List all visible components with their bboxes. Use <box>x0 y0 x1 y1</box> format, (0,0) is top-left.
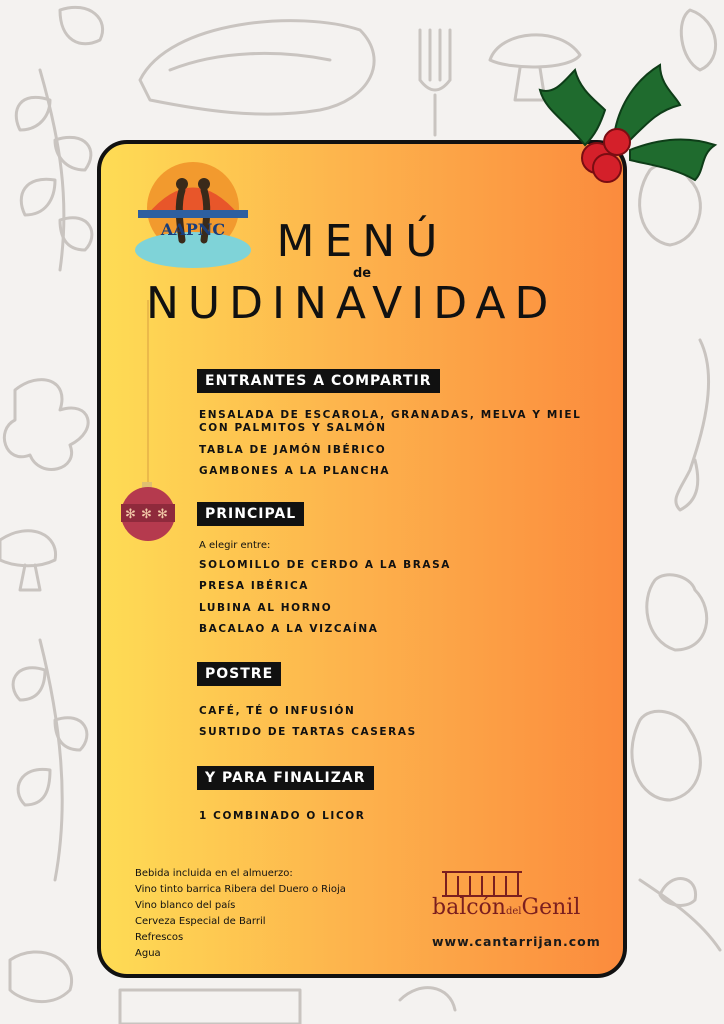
section-title-postre: POSTRE <box>197 662 281 686</box>
drink-item: Vino tinto barrica Ribera del Duero o Rioja <box>135 884 346 895</box>
drink-item: Refrescos <box>135 932 184 943</box>
section-title-entrantes: ENTRANTES A COMPARTIR <box>197 369 440 393</box>
title-bottom: NUDINAVIDAD <box>146 278 558 329</box>
title-connector: de <box>352 266 372 281</box>
brand-name <box>432 895 580 920</box>
brand-name-part2: del <box>505 906 522 917</box>
svg-text:✻: ✻ <box>157 507 168 522</box>
drink-item: Vino blanco del país <box>135 900 236 911</box>
brand-name-part1: balcón <box>432 895 506 920</box>
menu-item: GAMBONES A LA PLANCHA <box>199 465 391 477</box>
drink-item: Cerveza Especial de Barril <box>135 916 266 927</box>
menu-item: CAFÉ, TÉ O INFUSIÓN <box>199 705 356 717</box>
menu-item: SOLOMILLO DE CERDO A LA BRASA <box>199 559 452 571</box>
menu-item: SURTIDO DE TARTAS CASERAS <box>199 726 417 738</box>
section-title-principal: PRINCIPAL <box>197 502 304 526</box>
menu-item: TABLA DE JAMÓN IBÉRICO <box>199 444 387 456</box>
drinks-list <box>135 866 346 962</box>
section-title-finalizar: Y PARA FINALIZAR <box>197 766 374 790</box>
menu-item: BACALAO A LA VIZCAÍNA <box>199 623 379 635</box>
title-top: MENÚ <box>276 216 448 267</box>
brand-url[interactable]: www.cantarrijan.com <box>432 934 601 949</box>
section-note: A elegir entre: <box>199 540 271 551</box>
christmas-ornament-icon <box>118 482 180 544</box>
menu-item: PRESA IBÉRICA <box>199 580 310 592</box>
drinks-heading: Bebida incluida en el almuerzo: <box>135 868 293 879</box>
holly-icon <box>535 50 724 190</box>
logo-text: AAPNC <box>160 220 226 239</box>
menu-item: LUBINA AL HORNO <box>199 602 333 614</box>
brand-name-part3: Genil <box>521 895 581 920</box>
drink-item: Agua <box>135 948 161 959</box>
menu-item: 1 COMBINADO O LICOR <box>199 810 366 822</box>
svg-text:✻: ✻ <box>125 507 136 522</box>
svg-text:✻: ✻ <box>141 507 152 522</box>
menu-item: ENSALADA DE ESCAROLA, GRANADAS, MELVA Y MIEL <box>199 409 582 421</box>
menu-item: CON PALMITOS Y SALMÓN <box>199 422 387 434</box>
